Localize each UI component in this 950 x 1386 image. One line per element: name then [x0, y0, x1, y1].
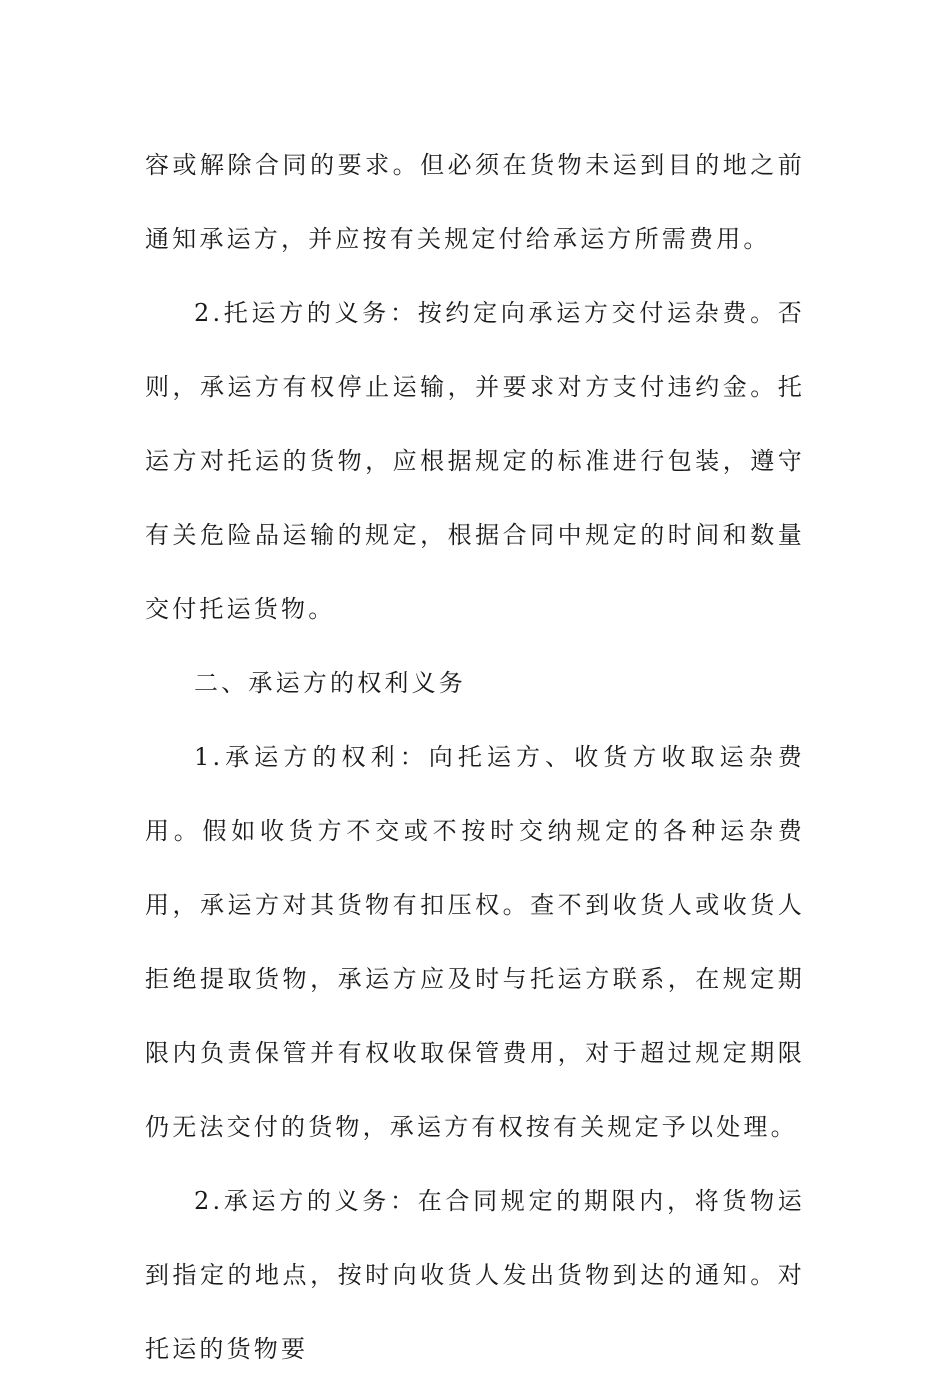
document-body [145, 128, 805, 1386]
paragraph-carrier-duties: 2.承运方的义务：在合同规定的期限内，将货物运到指定的地点，按时向收货人发出货物到达的通知。对托运的货物要 [145, 1187, 805, 1363]
paragraph-shipper-duties: 2.托运方的义务：按约定向承运方交付运杂费。否则，承运方有权停止运输，并要求对方支付违约金。托运方对托运的货物，应根据规定的标准进行包装，遵守有关危险品运输的规定，根据合同中规定的时间和数量交付托运货物。 [145, 299, 805, 623]
paragraph-carrier-rights: 1.承运方的权利：向托运方、收货方收取运杂费用。假如收货方不交或不按时交纳规定的各种运杂费用，承运方对其货物有扣压权。查不到收货人或收货人拒绝提取货物，承运方应及时与托运方联系，在规定期限内负责保管并有权收取保管费用，对于超过规定期限仍无法交付的货物，承运方有权按有关规定予以处理。 [145, 743, 805, 1141]
section-heading-carrier-rights-duties: 二、承运方的权利义务 [194, 669, 466, 697]
paragraph-continued-text: 容或解除合同的要求。但必须在货物未运到目的地之前通知承运方，并应按有关规定付给承运方所需费用。 [145, 151, 805, 253]
